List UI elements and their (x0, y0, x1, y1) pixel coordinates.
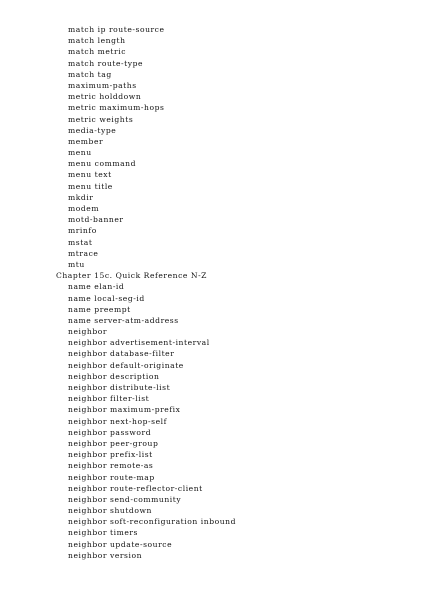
toc-entry[interactable]: neighbor update-source (68, 539, 173, 549)
toc-entry[interactable]: name elan-id (68, 282, 125, 292)
toc-entry[interactable]: mtrace (68, 248, 99, 258)
toc-entry[interactable]: mkdir (68, 192, 94, 202)
toc-entry[interactable]: metric maximum-hops (68, 103, 165, 113)
toc-entry[interactable]: neighbor password (68, 427, 152, 437)
toc-entry[interactable]: maximum-paths (68, 80, 137, 90)
toc-entry[interactable]: neighbor prefix-list (68, 450, 153, 460)
toc-entry[interactable]: neighbor advertisement-interval (68, 338, 210, 348)
toc-entry[interactable]: neighbor description (68, 371, 160, 381)
toc-entry[interactable]: metric weights (68, 114, 134, 124)
toc-entry[interactable]: neighbor distribute-list (68, 383, 171, 392)
toc-entry[interactable]: neighbor peer-group (68, 438, 159, 448)
toc-entry[interactable]: neighbor route-reflector-client (68, 483, 203, 493)
toc-entry[interactable]: match route-type (68, 58, 144, 68)
toc-entry[interactable]: neighbor route-map (68, 472, 155, 482)
toc-entry[interactable]: neighbor soft-reconfiguration inbound (68, 517, 237, 527)
toc-entry[interactable]: name preempt (68, 304, 131, 314)
toc-entry[interactable]: neighbor default-originate (68, 360, 184, 370)
toc-entry[interactable]: match metric (68, 47, 126, 57)
toc-page (0, 24, 423, 561)
toc-entry[interactable]: metric holddown (68, 92, 142, 102)
toc-entry[interactable]: neighbor maximum-prefix (68, 405, 181, 415)
toc-entry[interactable]: neighbor next-hop-self (68, 416, 167, 426)
toc-entry[interactable]: neighbor send-community (68, 494, 182, 504)
toc-entry[interactable]: neighbor shutdown (68, 506, 152, 516)
toc-entry[interactable]: match ip route-source (68, 25, 165, 34)
toc-entry[interactable]: name local-seg-id (68, 293, 145, 303)
toc-entry[interactable]: media-type (68, 125, 117, 135)
toc-entry[interactable]: member (68, 136, 104, 146)
toc-entry[interactable]: menu command (68, 159, 136, 169)
toc-entry[interactable]: menu (68, 148, 92, 158)
chapter-heading[interactable]: Chapter 15c. Quick Reference N-Z (56, 271, 208, 281)
toc-entry[interactable]: mrinfo (68, 226, 97, 236)
toc-entry[interactable]: match length (68, 36, 126, 46)
toc-entry[interactable]: menu title (68, 181, 113, 191)
toc-entry[interactable]: neighbor timers (68, 528, 138, 538)
toc-entry[interactable]: motd-banner (68, 215, 124, 225)
toc-entry[interactable]: mstat (68, 237, 93, 247)
toc-entry[interactable]: match tag (68, 69, 112, 79)
toc-entry[interactable]: menu text (68, 170, 112, 180)
toc-entry[interactable]: neighbor database-filter (68, 349, 175, 359)
toc-entry[interactable]: modem (68, 204, 100, 213)
toc-entry[interactable]: neighbor filter-list (68, 394, 150, 404)
toc-entry[interactable]: neighbor (68, 327, 108, 337)
post-entries-list (0, 281, 423, 561)
pre-entries-list (0, 24, 423, 270)
toc-entry[interactable]: name server-atm-address (68, 315, 179, 325)
toc-entry[interactable]: mtu (68, 259, 85, 269)
toc-entry[interactable]: neighbor remote-as (68, 461, 154, 471)
toc-entry[interactable]: neighbor version (68, 550, 143, 560)
